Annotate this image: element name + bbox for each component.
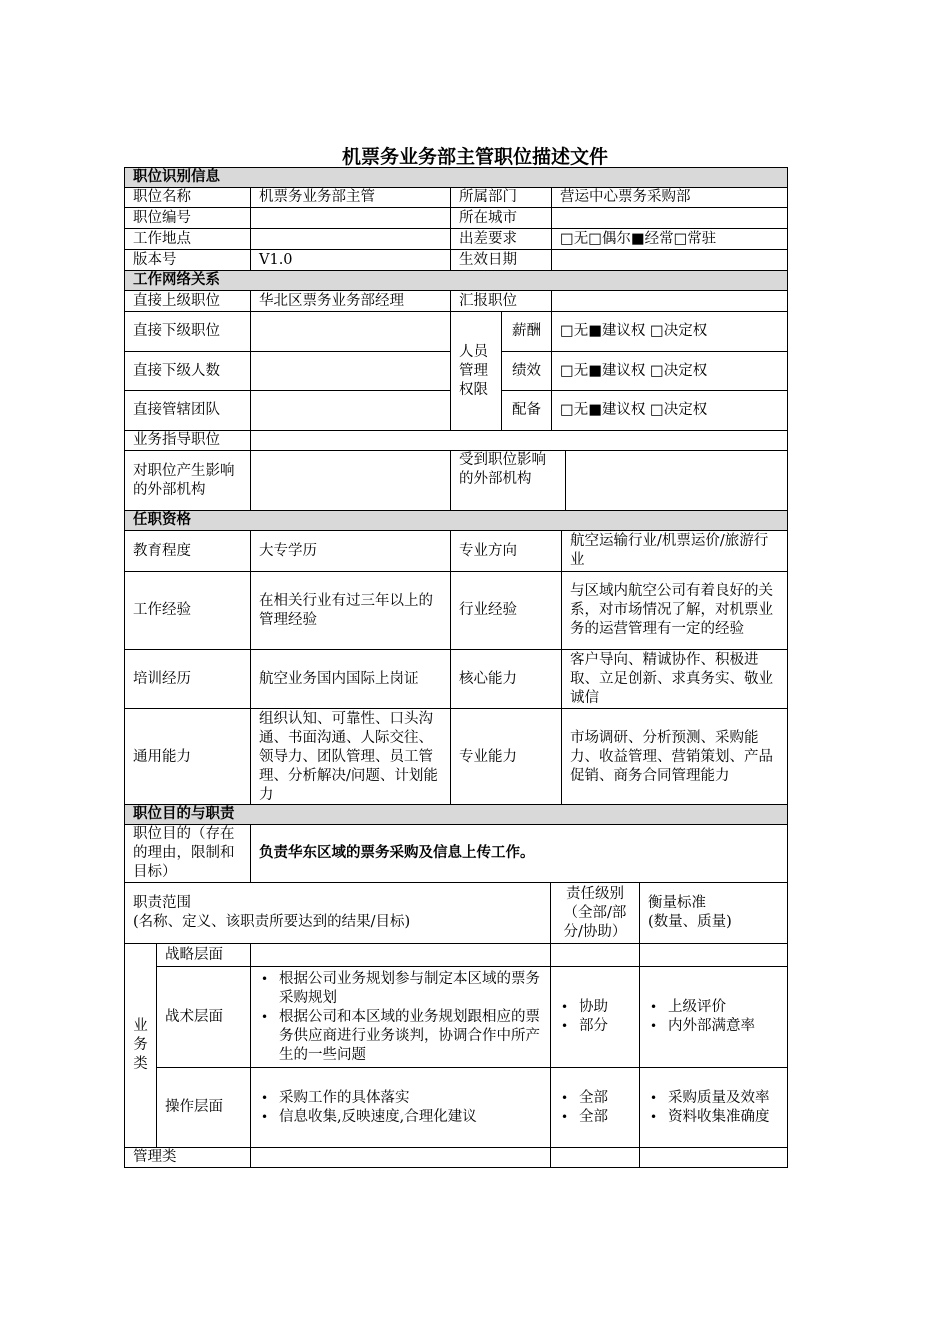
tactical-duties <box>251 967 551 1068</box>
version-value: V1.0 <box>251 250 451 271</box>
section-network: 工作网络关系 <box>125 271 788 291</box>
industry-experience-value: 与区域内航空公司有着良好的关系，对市场情况了解，对机票业务的运营管理有一定的经验 <box>562 572 788 650</box>
work-experience-value: 在相关行业有过三年以上的管理经验 <box>251 572 451 650</box>
professional-ability-label: 专业能力 <box>451 709 562 807</box>
section-qualification: 任职资格 <box>125 511 788 531</box>
guidance-label: 业务指导职位 <box>125 431 251 451</box>
operational-duty-item: • 信息收集,反映速度,合理化建议 <box>279 1108 542 1127</box>
core-ability-value: 客户导向、精诚协作、积极进取、立足创新、求真务实、敬业诚信 <box>562 650 788 709</box>
authority-salary-label: 薪酬 <box>502 312 552 352</box>
city-label: 所在城市 <box>451 208 552 229</box>
strategic-measure <box>640 944 788 967</box>
section-identification: 职位识别信息 <box>125 168 788 188</box>
job-info-table <box>124 167 788 511</box>
team-value <box>251 391 451 431</box>
location-value <box>251 229 451 250</box>
management-duties <box>251 1148 551 1168</box>
external-impact-label: 对职位产生影响的外部机构 <box>125 451 251 511</box>
qualification-table <box>124 510 788 807</box>
external-impact-value <box>251 451 451 511</box>
external-affected-value <box>566 451 788 511</box>
guidance-value <box>251 431 788 451</box>
purpose-value: 负责华东区域的票务采购及信息上传工作。 <box>251 825 788 883</box>
education-value: 大专学历 <box>251 531 451 572</box>
authority-label: 人员管理权限 <box>451 312 502 431</box>
scope-subtitle: (名称、定义、该职责所要达到的结果/目标) <box>133 914 411 930</box>
tactical-measure-item: • 上级评价 <box>668 998 779 1017</box>
report-label: 汇报职位 <box>451 291 552 312</box>
authority-staffing-value: □无■建议权 □决定权 <box>552 391 788 431</box>
effective-date-value <box>552 250 788 271</box>
department-label: 所属部门 <box>451 188 552 208</box>
purpose-label: 职位目的（存在的理由，限制和目标） <box>125 825 251 883</box>
general-ability-label: 通用能力 <box>125 709 251 807</box>
training-label: 培训经历 <box>125 650 251 709</box>
operational-levels <box>551 1068 640 1148</box>
tactical-duty-item: • 根据公司业务规划参与制定本区域的票务采购规划 <box>279 970 542 1008</box>
industry-experience-label: 行业经验 <box>451 572 562 650</box>
tactical-level-item: • 协助 <box>579 998 631 1017</box>
education-label: 教育程度 <box>125 531 251 572</box>
major-value: 航空运输行业/机票运价/旅游行业 <box>562 531 788 572</box>
team-label: 直接管辖团队 <box>125 391 251 431</box>
tactical-label: 战术层面 <box>157 967 251 1068</box>
section-purpose: 职位目的与职责 <box>125 805 788 825</box>
measure-subtitle: (数量、质量) <box>648 914 732 930</box>
duties-table <box>124 804 788 1168</box>
operational-measure-item: • 资料收集准确度 <box>668 1108 779 1127</box>
professional-ability-value: 市场调研、分析预测、采购能力、收益管理、营销策划、产品促销、商务合同管理能力 <box>562 709 788 807</box>
business-category-label: 业务类 <box>125 944 157 1148</box>
operational-duty-item: • 采购工作的具体落实 <box>279 1089 542 1108</box>
tactical-levels <box>551 967 640 1068</box>
effective-date-label: 生效日期 <box>451 250 552 271</box>
authority-performance-value: □无■建议权 □决定权 <box>552 352 788 391</box>
operational-measures <box>640 1068 788 1148</box>
position-code-label: 职位编号 <box>125 208 251 229</box>
general-ability-value: 组织认知、可靠性、口头沟通、书面沟通、人际交往、领导力、团队管理、员工管理、分析解决/问题、计划能力 <box>251 709 451 807</box>
measure-label: 衡量标准 <box>648 895 706 911</box>
strategic-label: 战略层面 <box>157 944 251 967</box>
subordinate-count-label: 直接下级人数 <box>125 352 251 391</box>
management-level <box>551 1148 640 1168</box>
department-value: 营运中心票务采购部 <box>552 188 788 208</box>
strategic-level <box>551 944 640 967</box>
superior-value: 华北区票务业务部经理 <box>251 291 451 312</box>
work-experience-label: 工作经验 <box>125 572 251 650</box>
major-label: 专业方向 <box>451 531 562 572</box>
location-label: 工作地点 <box>125 229 251 250</box>
position-name-label: 职位名称 <box>125 188 251 208</box>
measure-header <box>640 883 788 944</box>
travel-label: 出差要求 <box>451 229 552 250</box>
responsibility-level-header: 责任级别（全部/部分/协助） <box>551 883 640 944</box>
tactical-measure-item: • 内外部满意率 <box>668 1017 779 1036</box>
tactical-level-item: • 部分 <box>579 1017 631 1036</box>
authority-staffing-label: 配备 <box>502 391 552 431</box>
management-category-label: 管理类 <box>125 1148 251 1168</box>
management-measure <box>640 1148 788 1168</box>
operational-level-item: • 全部 <box>579 1108 631 1127</box>
authority-salary-value: □无■建议权 □决定权 <box>552 312 788 352</box>
version-label: 版本号 <box>125 250 251 271</box>
strategic-duties <box>251 944 551 967</box>
scope-header <box>125 883 551 944</box>
city-value <box>552 208 788 229</box>
operational-duties <box>251 1068 551 1148</box>
subordinate-count-value <box>251 352 451 391</box>
report-value <box>552 291 788 312</box>
position-name-value: 机票务业务部主管 <box>251 188 451 208</box>
operational-level-item: • 全部 <box>579 1089 631 1108</box>
tactical-duty-item: • 根据公司和本区域的业务规划跟相应的票务供应商进行业务谈判，协调合作中所产生的一些问题 <box>279 1008 542 1065</box>
core-ability-label: 核心能力 <box>451 650 562 709</box>
subordinate-value <box>251 312 451 352</box>
position-code-value <box>251 208 451 229</box>
travel-value: □无□偶尔■经常□常驻 <box>552 229 788 250</box>
tactical-measures <box>640 967 788 1068</box>
training-value: 航空业务国内国际上岗证 <box>251 650 451 709</box>
external-affected-label: 受到职位影响的外部机构 <box>451 451 566 511</box>
authority-performance-label: 绩效 <box>502 352 552 391</box>
superior-label: 直接上级职位 <box>125 291 251 312</box>
subordinate-label: 直接下级职位 <box>125 312 251 352</box>
operational-measure-item: • 采购质量及效率 <box>668 1089 779 1108</box>
document-title: 机票务业务部主管职位描述文件 <box>341 146 608 168</box>
operational-label: 操作层面 <box>157 1068 251 1148</box>
scope-label: 职责范围 <box>133 895 191 911</box>
